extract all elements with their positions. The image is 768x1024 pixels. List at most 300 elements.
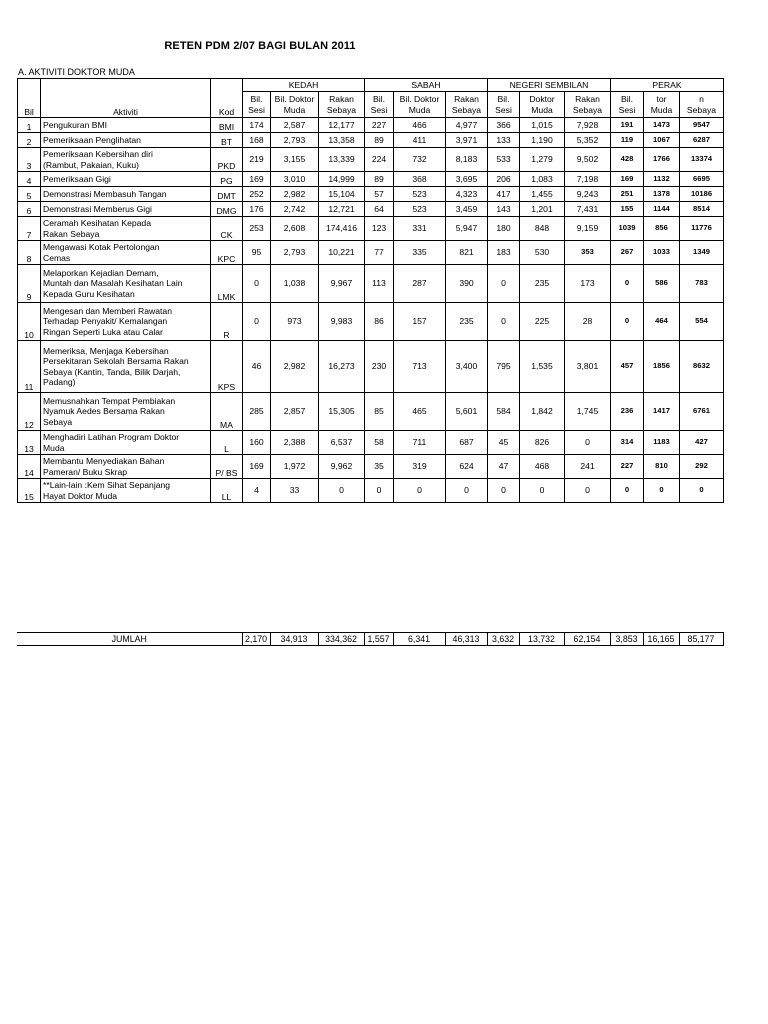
activity-line: Sebaya (Kantin, Tanda, Bilik Darjah,: [43, 366, 181, 377]
row-activity: [41, 187, 211, 202]
activity-line: Pemeriksaan Gigi: [43, 173, 111, 184]
header-sub-10: [644, 92, 680, 118]
row-value: 1,201: [520, 202, 565, 217]
row-activity: [41, 479, 211, 503]
row-value: 366: [488, 118, 520, 133]
report-title: RETEN PDM 2/07 BAGI BULAN 2011: [164, 40, 356, 52]
header-sub-line: Sesi: [618, 104, 636, 115]
row-value: 0: [680, 479, 724, 503]
row-value: 85: [365, 393, 394, 431]
row-value: 251: [611, 187, 644, 202]
row-value: 1,745: [565, 393, 611, 431]
row-value: 0: [611, 303, 644, 341]
table-row: [18, 118, 724, 133]
row-value: 0: [565, 431, 611, 455]
header-sub-line: Bil. Doktor: [399, 94, 440, 104]
row-value: 89: [365, 172, 394, 187]
header-sub-line: Bil.: [250, 94, 263, 104]
row-value: 285: [243, 393, 271, 431]
header-state-3: PERAK: [611, 79, 724, 92]
row-value: 7,928: [565, 118, 611, 133]
row-value: 12,721: [319, 202, 365, 217]
header-sub-line: Bil.: [373, 94, 385, 104]
row-code: PG: [211, 172, 243, 187]
row-activity: [41, 341, 211, 393]
row-value: 47: [488, 455, 520, 479]
row-value: 457: [611, 341, 644, 393]
total-value: 2,170: [242, 633, 270, 646]
row-value: 46: [243, 341, 271, 393]
row-value: 1132: [644, 172, 680, 187]
row-value: 624: [446, 455, 488, 479]
row-value: 45: [488, 431, 520, 455]
header-sub-line: Sebaya: [326, 104, 357, 115]
row-value: 8,183: [446, 148, 488, 172]
row-value: 3,155: [271, 148, 319, 172]
row-value: 173: [565, 265, 611, 303]
row-value: 16,273: [319, 341, 365, 393]
row-number: 1: [18, 118, 41, 133]
row-value: 15,104: [319, 187, 365, 202]
row-code: PKD: [211, 148, 243, 172]
row-value: 0: [243, 265, 271, 303]
row-value: 783: [680, 265, 724, 303]
row-value: 335: [394, 241, 446, 265]
row-value: 28: [565, 303, 611, 341]
activity-line: Kepada Guru Kesihatan: [43, 288, 135, 299]
row-value: 9,159: [565, 217, 611, 241]
row-value: 1,038: [271, 265, 319, 303]
row-value: 8632: [680, 341, 724, 393]
row-value: 123: [365, 217, 394, 241]
row-value: 206: [488, 172, 520, 187]
row-code: DMT: [211, 187, 243, 202]
row-value: 810: [644, 455, 680, 479]
table-row: [18, 187, 724, 202]
row-value: 174,416: [319, 217, 365, 241]
total-value: 1,557: [364, 633, 393, 646]
activity-line: Pemeriksaan Penglihatan: [43, 134, 141, 145]
row-value: 1033: [644, 241, 680, 265]
table-row: [18, 133, 724, 148]
row-value: 848: [520, 217, 565, 241]
total-value: 13,732: [519, 633, 564, 646]
row-activity: [41, 217, 211, 241]
row-value: 180: [488, 217, 520, 241]
activity-line: Persekitaran Sekolah Bersama Rakan: [43, 356, 189, 366]
row-value: 225: [520, 303, 565, 341]
row-value: 143: [488, 202, 520, 217]
row-code: CK: [211, 217, 243, 241]
row-value: 13374: [680, 148, 724, 172]
row-activity: [41, 393, 211, 431]
row-value: 428: [611, 148, 644, 172]
row-value: 253: [243, 217, 271, 241]
activity-line: Mengawasi Kotak Pertolongan: [43, 242, 160, 252]
activity-line: (Rambut, Pakaian, Kuku): [43, 159, 140, 170]
row-value: 2,857: [271, 393, 319, 431]
section-heading: A. AKTIVITI DOKTOR MUDA: [18, 67, 135, 77]
row-value: 1067: [644, 133, 680, 148]
row-code: LL: [211, 479, 243, 503]
row-value: 1349: [680, 241, 724, 265]
row-value: 0: [488, 303, 520, 341]
row-value: 1473: [644, 118, 680, 133]
table-row: [18, 303, 724, 341]
row-code: KPS: [211, 341, 243, 393]
row-value: 0: [446, 479, 488, 503]
row-code: L: [211, 431, 243, 455]
table-row: [18, 455, 724, 479]
activity-line: Muntah dan Masalah Kesihatan Lain: [43, 278, 183, 289]
activity-line: Terhadap Penyakit/ Kemalangan: [43, 316, 168, 327]
row-value: 2,982: [271, 187, 319, 202]
row-value: 0: [520, 479, 565, 503]
total-value: 46,313: [445, 633, 487, 646]
header-sub-1: [271, 92, 319, 118]
row-value: 0: [565, 479, 611, 503]
row-value: 3,010: [271, 172, 319, 187]
row-value: 2,608: [271, 217, 319, 241]
activity-line: Pengukuran BMI: [43, 119, 108, 130]
row-value: 427: [680, 431, 724, 455]
row-value: 10,221: [319, 241, 365, 265]
row-value: 235: [520, 265, 565, 303]
row-value: 58: [365, 431, 394, 455]
row-value: 1417: [644, 393, 680, 431]
header-sub-line: Bil. Doktor: [274, 94, 315, 104]
header-sub-4: [394, 92, 446, 118]
row-value: 174: [243, 118, 271, 133]
header-kod: Kod: [211, 79, 243, 118]
row-activity: [41, 118, 211, 133]
activity-line: Ringan Seperti Luka atau Calar: [43, 326, 163, 337]
row-value: 236: [611, 393, 644, 431]
row-value: 9,243: [565, 187, 611, 202]
total-value: 334,362: [318, 633, 364, 646]
row-activity: [41, 148, 211, 172]
header-sub-line: Sesi: [248, 104, 265, 115]
row-value: 133: [488, 133, 520, 148]
row-value: 11776: [680, 217, 724, 241]
table-row: [18, 479, 724, 503]
row-value: 1,535: [520, 341, 565, 393]
activity-line: Demonstrasi Memberus Gigi: [43, 203, 152, 214]
row-value: 523: [394, 187, 446, 202]
row-value: 5,947: [446, 217, 488, 241]
row-activity: [41, 202, 211, 217]
row-value: 95: [243, 241, 271, 265]
total-value: 34,913: [270, 633, 318, 646]
row-value: 468: [520, 455, 565, 479]
row-value: 9,502: [565, 148, 611, 172]
table-row: [18, 241, 724, 265]
row-value: 168: [243, 133, 271, 148]
table-row: [18, 265, 724, 303]
activity-line: Mengesan dan Memberi Rawatan: [43, 305, 172, 316]
row-code: MA: [211, 393, 243, 431]
header-sub-line: Sebaya: [572, 104, 603, 115]
row-value: 1,083: [520, 172, 565, 187]
table-row: [18, 202, 724, 217]
total-value: 16,165: [643, 633, 679, 646]
row-value: 183: [488, 241, 520, 265]
table-row: [18, 217, 724, 241]
header-sub-line: Sebaya: [451, 104, 482, 115]
row-value: 856: [644, 217, 680, 241]
row-value: 235: [446, 303, 488, 341]
header-sub-line: Muda: [408, 104, 431, 115]
row-value: 0: [243, 303, 271, 341]
row-value: 3,459: [446, 202, 488, 217]
header-sub-9: [611, 92, 644, 118]
row-value: 191: [611, 118, 644, 133]
total-value: 3,853: [610, 633, 643, 646]
activity-table: [17, 78, 724, 503]
row-value: 287: [394, 265, 446, 303]
header-state-2: NEGERI SEMBILAN: [488, 79, 611, 92]
row-value: 219: [243, 148, 271, 172]
header-sub-line: Rakan: [329, 94, 354, 104]
row-activity: [41, 431, 211, 455]
activity-line: Rakan Sebaya: [43, 228, 100, 239]
row-value: 227: [365, 118, 394, 133]
row-value: 10186: [680, 187, 724, 202]
row-value: 2,793: [271, 133, 319, 148]
row-value: 1378: [644, 187, 680, 202]
activity-line: Cemas: [43, 252, 71, 263]
activity-line: Memeriksa, Menjaga Kebersihan: [43, 345, 169, 356]
row-value: 15,305: [319, 393, 365, 431]
row-number: 6: [18, 202, 41, 217]
row-value: 157: [394, 303, 446, 341]
row-value: 2,742: [271, 202, 319, 217]
row-value: 9,983: [319, 303, 365, 341]
row-activity: [41, 172, 211, 187]
row-value: 3,695: [446, 172, 488, 187]
row-value: 267: [611, 241, 644, 265]
row-value: 14,999: [319, 172, 365, 187]
header-sub-11: [680, 92, 724, 118]
header-sub-line: tor: [656, 94, 667, 104]
table-row: [18, 341, 724, 393]
table-row: [18, 431, 724, 455]
activity-line: Nyamuk Aedes Bersama Rakan: [43, 406, 165, 417]
total-value: 85,177: [679, 633, 723, 646]
total-row: [17, 633, 723, 646]
row-value: 169: [243, 172, 271, 187]
row-value: 64: [365, 202, 394, 217]
total-value: 62,154: [564, 633, 610, 646]
row-value: 1183: [644, 431, 680, 455]
row-code: R: [211, 303, 243, 341]
row-value: 465: [394, 393, 446, 431]
row-value: 0: [488, 479, 520, 503]
row-value: 241: [565, 455, 611, 479]
total-value: 6,341: [393, 633, 445, 646]
row-value: 530: [520, 241, 565, 265]
row-value: 0: [319, 479, 365, 503]
row-value: 821: [446, 241, 488, 265]
row-value: 6287: [680, 133, 724, 148]
row-value: 554: [680, 303, 724, 341]
row-code: BMI: [211, 118, 243, 133]
row-number: 13: [18, 431, 41, 455]
row-value: 292: [680, 455, 724, 479]
row-value: 4,323: [446, 187, 488, 202]
row-value: 9,962: [319, 455, 365, 479]
row-value: 155: [611, 202, 644, 217]
row-number: 14: [18, 455, 41, 479]
row-number: 2: [18, 133, 41, 148]
row-number: 11: [18, 341, 41, 393]
activity-line: Melaporkan Kejadian Demam,: [43, 267, 159, 278]
row-value: 1039: [611, 217, 644, 241]
row-value: 3,400: [446, 341, 488, 393]
row-value: 533: [488, 148, 520, 172]
activity-line: Sebaya: [43, 416, 73, 427]
header-sub-line: Doktor: [529, 94, 555, 104]
header-state-0: KEDAH: [243, 79, 365, 92]
header-sub-line: Muda: [283, 104, 306, 115]
row-value: 0: [611, 265, 644, 303]
row-value: 711: [394, 431, 446, 455]
activity-line: Ceramah Kesihatan Kepada: [43, 218, 151, 228]
row-value: 4,977: [446, 118, 488, 133]
row-value: 9,967: [319, 265, 365, 303]
row-activity: [41, 241, 211, 265]
row-activity: [41, 265, 211, 303]
header-sub-0: [243, 92, 271, 118]
header-sub-6: [488, 92, 520, 118]
row-value: 1856: [644, 341, 680, 393]
row-value: 1,190: [520, 133, 565, 148]
header-sub-line: Sebaya: [686, 104, 717, 115]
row-value: 0: [365, 479, 394, 503]
row-value: 5,352: [565, 133, 611, 148]
header-sub-line: Sesi: [370, 104, 388, 115]
header-sub-line: Rakan: [454, 94, 479, 104]
row-activity: [41, 303, 211, 341]
table-row: [18, 172, 724, 187]
row-code: P/ BS: [211, 455, 243, 479]
row-number: 5: [18, 187, 41, 202]
row-value: 523: [394, 202, 446, 217]
row-activity: [41, 455, 211, 479]
row-value: 119: [611, 133, 644, 148]
header-sub-line: Bil.: [621, 94, 633, 104]
header-sub-5: [446, 92, 488, 118]
row-value: 1,455: [520, 187, 565, 202]
row-value: 732: [394, 148, 446, 172]
row-code: LMK: [211, 265, 243, 303]
row-value: 2,587: [271, 118, 319, 133]
row-value: 13,339: [319, 148, 365, 172]
row-value: 2,388: [271, 431, 319, 455]
row-value: 0: [644, 479, 680, 503]
row-number: 3: [18, 148, 41, 172]
header-sub-line: Rakan: [575, 94, 600, 104]
row-value: 13,358: [319, 133, 365, 148]
row-number: 8: [18, 241, 41, 265]
row-value: 1766: [644, 148, 680, 172]
row-value: 5,601: [446, 393, 488, 431]
activity-line: Padang): [43, 377, 76, 387]
row-activity: [41, 133, 211, 148]
activity-line: Demonstrasi Membasuh Tangan: [43, 188, 167, 199]
header-aktiviti: Aktiviti: [41, 79, 211, 118]
row-value: 57: [365, 187, 394, 202]
row-value: 331: [394, 217, 446, 241]
row-value: 224: [365, 148, 394, 172]
row-value: 9547: [680, 118, 724, 133]
row-value: 6761: [680, 393, 724, 431]
row-value: 464: [644, 303, 680, 341]
row-code: BT: [211, 133, 243, 148]
row-value: 417: [488, 187, 520, 202]
activity-line: Muda: [43, 442, 65, 453]
header-sub-line: n: [699, 94, 704, 104]
row-code: DMG: [211, 202, 243, 217]
row-value: 7,431: [565, 202, 611, 217]
activity-line: Hayat Doktor Muda: [43, 490, 118, 501]
row-number: 4: [18, 172, 41, 187]
row-value: 6695: [680, 172, 724, 187]
row-value: 6,537: [319, 431, 365, 455]
row-number: 10: [18, 303, 41, 341]
header-sub-2: [319, 92, 365, 118]
activity-line: Menghadiri Latihan Program Doktor: [43, 432, 180, 442]
row-value: 2,982: [271, 341, 319, 393]
row-value: 687: [446, 431, 488, 455]
row-value: 584: [488, 393, 520, 431]
row-value: 586: [644, 265, 680, 303]
row-value: 368: [394, 172, 446, 187]
activity-line: **Lain-lain :Kem Sihat Sepanjang: [43, 480, 171, 490]
activity-line: Pameran/ Buku Skrap: [43, 466, 128, 477]
row-value: 227: [611, 455, 644, 479]
total-label: JUMLAH: [17, 633, 242, 646]
activity-line: Memusnahkan Tempat Pembiakan: [43, 395, 176, 406]
row-value: 319: [394, 455, 446, 479]
row-value: 1,842: [520, 393, 565, 431]
row-value: 89: [365, 133, 394, 148]
header-sub-line: Bil.: [497, 94, 510, 104]
row-value: 795: [488, 341, 520, 393]
row-value: 86: [365, 303, 394, 341]
row-value: 8514: [680, 202, 724, 217]
row-value: 390: [446, 265, 488, 303]
row-value: 12,177: [319, 118, 365, 133]
row-number: 12: [18, 393, 41, 431]
row-value: 113: [365, 265, 394, 303]
total-value: 3,632: [487, 633, 519, 646]
row-number: 9: [18, 265, 41, 303]
table-row: [18, 393, 724, 431]
row-value: 33: [271, 479, 319, 503]
activity-line: Pemeriksaan Kebersihan diri: [43, 149, 153, 159]
activity-line: Membantu Menyediakan Bahan: [43, 456, 165, 466]
row-value: 826: [520, 431, 565, 455]
row-value: 160: [243, 431, 271, 455]
row-value: 1,015: [520, 118, 565, 133]
row-value: 0: [611, 479, 644, 503]
row-value: 973: [271, 303, 319, 341]
row-value: 176: [243, 202, 271, 217]
row-value: 230: [365, 341, 394, 393]
row-value: 1,279: [520, 148, 565, 172]
row-value: 35: [365, 455, 394, 479]
